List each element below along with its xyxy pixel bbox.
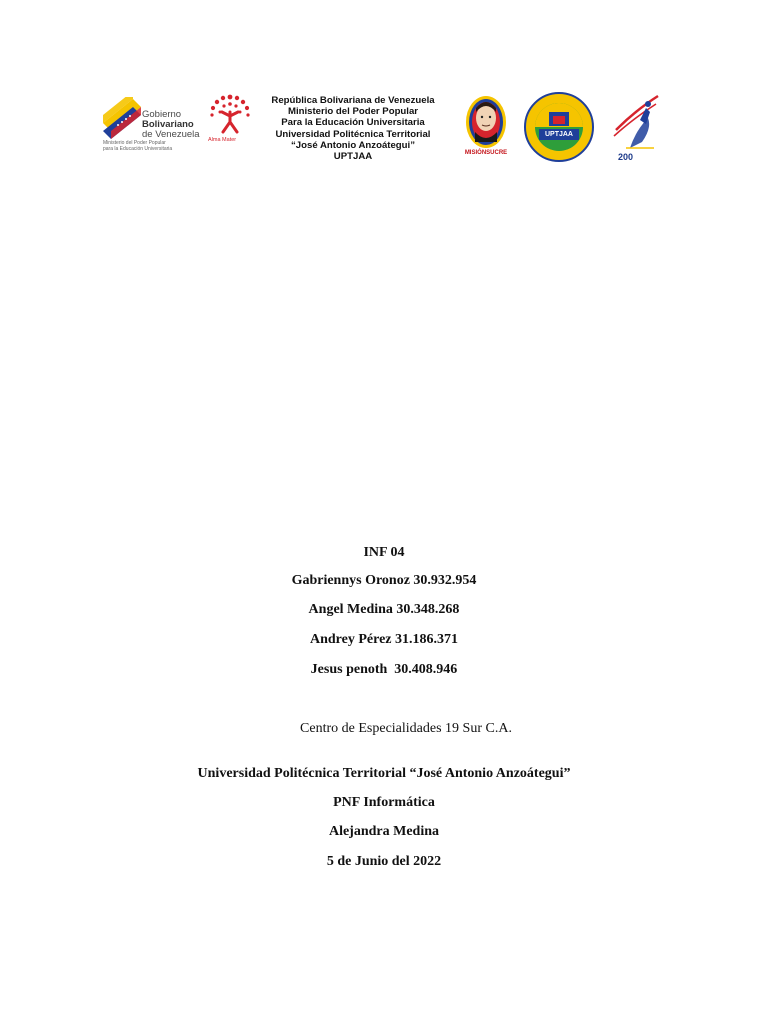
header-line-nombre: “José Antonio Anzoátegui” (290, 139, 415, 151)
mision-sucre-logo (461, 92, 511, 166)
gobierno-line-1: Gobierno (142, 109, 182, 120)
document-date: 5 de Junio del 2022 (326, 854, 442, 869)
alma-mater-caption: Alma Mater (208, 137, 237, 143)
tutor-name: Alejandra Medina (328, 824, 440, 839)
company-name: Centro de Especialidades 19 Sur C.A. (300, 721, 512, 736)
header-line-ministerio: Ministerio del Poder Popular (287, 106, 419, 118)
gobierno-line-3: de Venezuela (142, 129, 200, 140)
bicentenario-number: 200 (618, 152, 634, 162)
program-name: PNF Informática (333, 795, 435, 810)
gobierno-logo-text (142, 110, 200, 140)
gobierno-subline-1: Ministerio del Poder Popular (103, 140, 166, 146)
bicentenario-figure-icon (596, 90, 676, 168)
uptjaa-logo (523, 90, 595, 164)
venezuela-flag-icon (103, 97, 141, 139)
letterhead (98, 88, 676, 170)
student-name: Andrey Pérez 31.186.371 (309, 632, 458, 647)
section-code: INF 04 (363, 545, 405, 560)
alma-mater-icon (206, 92, 254, 140)
gobierno-bolivariano-logo (98, 92, 206, 158)
institution-header (258, 95, 448, 162)
university-name: Universidad Politécnica Territorial “José Antonio Anzoátegui” (197, 766, 571, 781)
uptjaa-seal-icon (523, 90, 595, 164)
uptjaa-seal-label: UPTJAA (544, 131, 573, 138)
header-line-educacion: Para la Educación Universitaria (281, 117, 425, 129)
header-line-siglas: UPTJAA (333, 151, 373, 163)
mision-sucre-label: MISIÓNSUCRE (464, 150, 508, 156)
student-name: Jesus penoth 30.408.946 (310, 662, 458, 677)
sucre-portrait-icon (461, 92, 511, 150)
bicentenario-logo (596, 90, 676, 168)
student-name: Angel Medina 30.348.268 (308, 602, 460, 617)
alma-mater-logo (206, 92, 254, 148)
header-line-republica: República Bolivariana de Venezuela (271, 95, 435, 106)
header-line-universidad: Universidad Politécnica Territorial (275, 128, 431, 140)
gobierno-ministry-caption (103, 140, 172, 152)
gobierno-line-2: Bolivariano (142, 119, 194, 130)
student-name: Gabriennys Oronoz 30.932.954 (291, 573, 477, 588)
gobierno-subline-2: para la Educación Universitaria (103, 146, 173, 152)
